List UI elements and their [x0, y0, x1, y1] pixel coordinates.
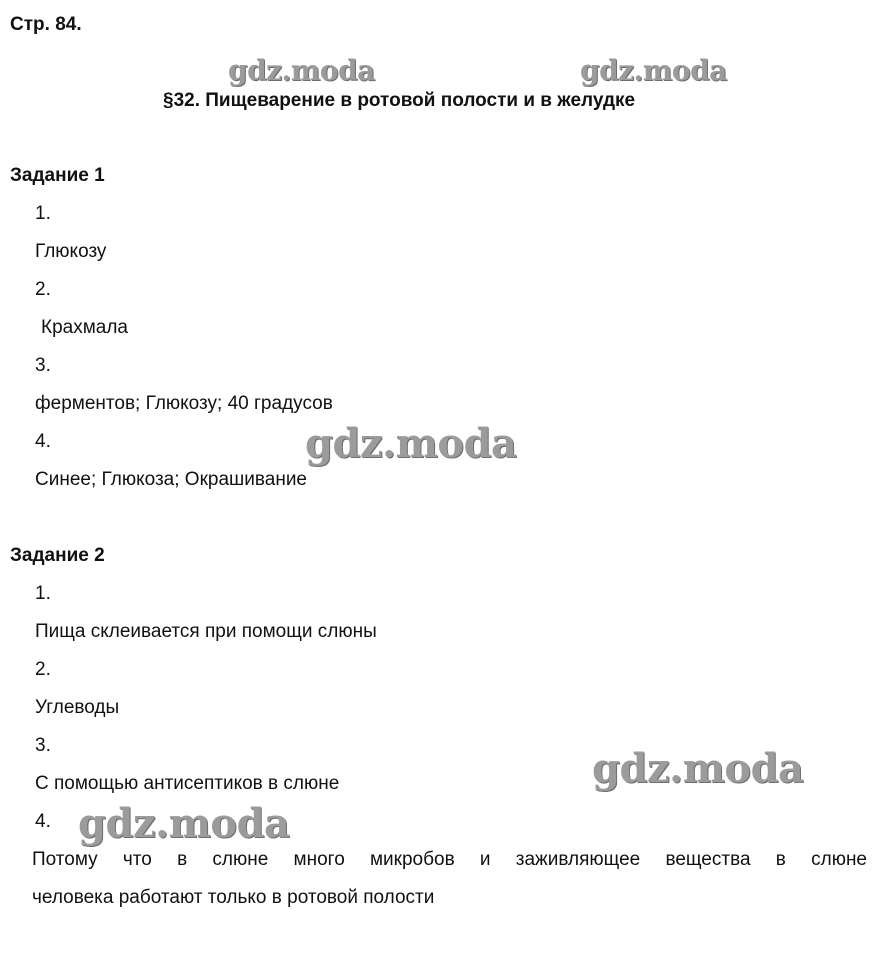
task2-item2-answer: Углеводы	[35, 697, 120, 718]
page-number: Стр. 84.	[10, 14, 82, 35]
task1-item4-answer: Синее; Глюкоза; Окрашивание	[35, 469, 307, 490]
task1-item3-answer: ферментов; Глюкозу; 40 градусов	[35, 393, 333, 414]
watermark-logo: gdz.moda	[305, 420, 517, 467]
task2-item4-answer-line2: человека работают только в ротовой полости	[32, 887, 435, 908]
watermark-logo: gdz.moda	[78, 800, 290, 847]
task2-heading: Задание 2	[10, 545, 105, 566]
task1-item1-number: 1.	[35, 203, 51, 224]
task2-item4-answer-line1: Потому что в слюне много микробов и заживляющее вещества в слюне	[32, 849, 867, 870]
task1-item2-answer: Крахмала	[41, 317, 128, 338]
task1-item4-number: 4.	[35, 431, 51, 452]
watermark-logo: gdz.moda	[592, 745, 804, 792]
section-title: §32. Пищеварение в ротовой полости и в желудке	[163, 90, 636, 111]
task2-item4-number: 4.	[35, 811, 51, 832]
task1-item3-number: 3.	[35, 355, 51, 376]
task2-item2-number: 2.	[35, 659, 51, 680]
task2-item3-number: 3.	[35, 735, 51, 756]
task2-item3-answer: С помощью антисептиков в слюне	[35, 773, 340, 794]
watermark-logo: gdz.moda	[228, 54, 375, 87]
task1-item2-number: 2.	[35, 279, 51, 300]
task1-heading: Задание 1	[10, 165, 105, 186]
watermark-logo: gdz.moda	[580, 54, 727, 87]
task2-item1-number: 1.	[35, 583, 51, 604]
task1-item1-answer: Глюкозу	[35, 241, 107, 262]
task2-item1-answer: Пища склеивается при помощи слюны	[35, 621, 377, 642]
